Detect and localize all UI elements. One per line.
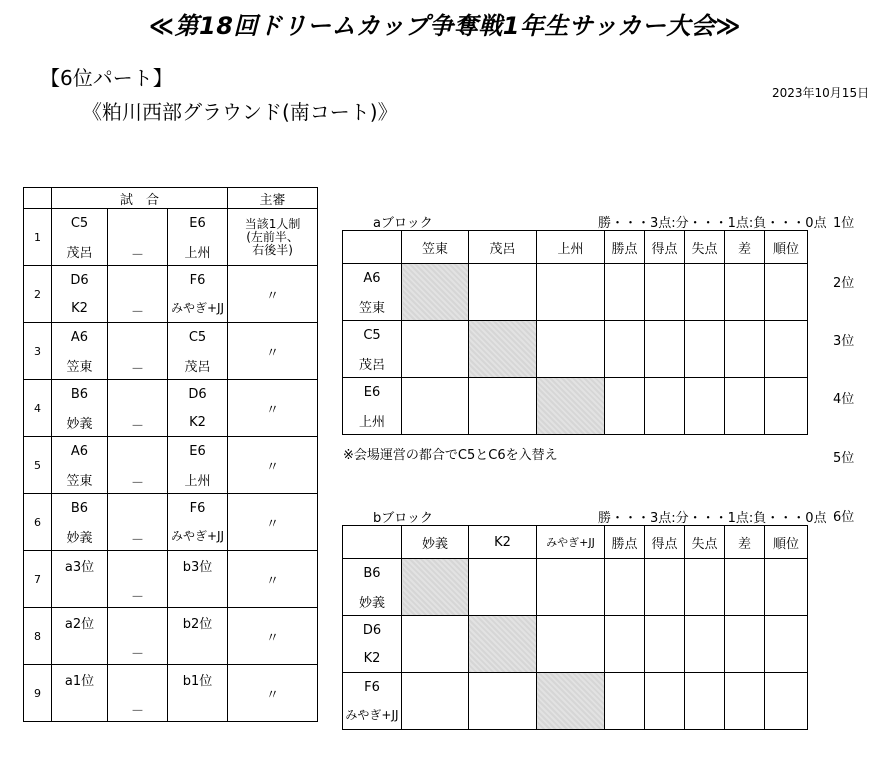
match-dash: － (108, 209, 168, 266)
block-a-points-rule: 勝・・・3点:分・・・1点:負・・・0点 (598, 216, 827, 231)
away-team-code: b1位 (168, 665, 228, 694)
result-cell (765, 321, 808, 378)
result-cell (725, 616, 765, 673)
home-team-code: a1位 (52, 665, 108, 694)
block-row-name: みやぎ+JJ (343, 701, 402, 730)
result-cell (645, 559, 685, 616)
block-b-label: bブロック (373, 511, 433, 526)
home-team-name (52, 636, 108, 665)
match-row (24, 266, 318, 295)
result-cell (469, 264, 537, 321)
block-col-stat: 差 (725, 231, 765, 264)
match-row (24, 209, 318, 238)
self-match-cell (537, 673, 605, 730)
result-cell (402, 378, 469, 435)
match-number: 4 (24, 380, 52, 437)
match-number: 6 (24, 494, 52, 551)
match-number: 7 (24, 551, 52, 608)
self-match-cell (469, 321, 537, 378)
result-cell (685, 616, 725, 673)
result-cell (537, 321, 605, 378)
rank-label: 5位 (833, 451, 855, 466)
block-col-team: 妙義 (402, 526, 469, 559)
block-col-stat: 差 (725, 526, 765, 559)
home-team-name: 妙義 (52, 522, 108, 551)
away-team-name: みやぎ+JJ (168, 522, 228, 551)
block-team-row (343, 616, 808, 645)
block-col-stat: 順位 (765, 526, 808, 559)
away-team-code: F6 (168, 266, 228, 295)
referee-cell: 〃 (228, 665, 318, 722)
result-cell (765, 378, 808, 435)
referee-note-line: 当該1人制 (244, 216, 301, 231)
block-team-row (343, 378, 808, 407)
away-team-name (168, 636, 228, 665)
block-col-stat: 失点 (685, 526, 725, 559)
part-heading: 【6位パート】 (40, 66, 173, 90)
block-col-stat: 得点 (645, 231, 685, 264)
away-team-code: E6 (168, 209, 228, 238)
block-row-code: A6 (343, 264, 402, 293)
referee-note-line: (左前半、 (246, 229, 299, 244)
venue-note: ※会場運営の都合でC5とC6を入替え (343, 448, 558, 463)
match-row (24, 380, 318, 409)
rank-label: 6位 (833, 510, 855, 525)
result-cell (469, 559, 537, 616)
away-team-name: みやぎ+JJ (168, 294, 228, 323)
match-row (24, 608, 318, 637)
result-cell (725, 559, 765, 616)
home-team-code: A6 (52, 323, 108, 352)
referee-cell: 〃 (228, 551, 318, 608)
schedule-header-row (24, 188, 318, 209)
home-team-name: 茂呂 (52, 237, 108, 266)
home-team-name: 妙義 (52, 408, 108, 437)
result-cell (605, 378, 645, 435)
block-col-team: 茂呂 (469, 231, 537, 264)
block-b-points-rule: 勝・・・3点:分・・・1点:負・・・0点 (598, 511, 827, 526)
block-row-name: 上州 (343, 406, 402, 435)
match-dash: － (108, 608, 168, 665)
result-cell (685, 264, 725, 321)
block-team-row (343, 673, 808, 702)
block-col-team: K2 (469, 526, 537, 559)
result-cell (685, 378, 725, 435)
block-corner (343, 526, 402, 559)
match-dash: － (108, 323, 168, 380)
rank-label: 1位 (833, 216, 855, 231)
result-cell (645, 378, 685, 435)
match-dash: － (108, 665, 168, 722)
result-cell (765, 673, 808, 730)
result-cell (685, 321, 725, 378)
match-row (24, 494, 318, 523)
block-a-table (342, 230, 808, 435)
block-row-name: 妙義 (343, 587, 402, 616)
referee-cell (228, 209, 318, 266)
result-cell (765, 559, 808, 616)
referee-cell: 〃 (228, 380, 318, 437)
block-col-team: 上州 (537, 231, 605, 264)
match-number: 9 (24, 665, 52, 722)
result-cell (605, 616, 645, 673)
referee-cell: 〃 (228, 437, 318, 494)
result-cell (537, 264, 605, 321)
referee-cell: 〃 (228, 323, 318, 380)
block-row-code: F6 (343, 673, 402, 702)
block-col-stat: 失点 (685, 231, 725, 264)
away-team-code: F6 (168, 494, 228, 523)
header-referee: 主審 (228, 188, 318, 209)
result-cell (725, 378, 765, 435)
block-col-stat: 勝点 (605, 231, 645, 264)
match-number: 8 (24, 608, 52, 665)
match-number: 1 (24, 209, 52, 266)
result-cell (685, 673, 725, 730)
home-team-name: K2 (52, 294, 108, 323)
self-match-cell (402, 264, 469, 321)
block-col-stat: 順位 (765, 231, 808, 264)
result-cell (645, 264, 685, 321)
away-team-code: D6 (168, 380, 228, 409)
home-team-code: D6 (52, 266, 108, 295)
block-header-row (343, 231, 808, 264)
away-team-code: b3位 (168, 551, 228, 580)
result-cell (685, 559, 725, 616)
home-team-name (52, 579, 108, 608)
result-cell (469, 378, 537, 435)
block-b-table (342, 525, 808, 730)
home-team-name (52, 693, 108, 722)
result-cell (765, 264, 808, 321)
block-row-name: K2 (343, 644, 402, 673)
away-team-code: E6 (168, 437, 228, 466)
match-dash: － (108, 551, 168, 608)
home-team-code: A6 (52, 437, 108, 466)
result-cell (469, 673, 537, 730)
away-team-name: K2 (168, 408, 228, 437)
block-row-code: C5 (343, 321, 402, 350)
result-cell (605, 321, 645, 378)
result-cell (402, 616, 469, 673)
block-col-stat: 勝点 (605, 526, 645, 559)
match-number: 3 (24, 323, 52, 380)
block-col-team: みやぎ+JJ (537, 526, 605, 559)
match-number: 2 (24, 266, 52, 323)
result-cell (537, 559, 605, 616)
result-cell (645, 616, 685, 673)
result-cell (402, 673, 469, 730)
match-row (24, 437, 318, 466)
referee-note-line: 右後半) (252, 242, 293, 257)
result-cell (645, 673, 685, 730)
block-row-code: E6 (343, 378, 402, 407)
referee-cell: 〃 (228, 494, 318, 551)
result-cell (725, 264, 765, 321)
home-team-code: B6 (52, 494, 108, 523)
away-team-name (168, 579, 228, 608)
match-row (24, 665, 318, 694)
page-title: ≪第18回ドリームカップ争奪戦1年生サッカー大会≫ (148, 12, 742, 40)
home-team-name: 笠東 (52, 351, 108, 380)
result-cell (765, 616, 808, 673)
block-team-row (343, 264, 808, 293)
result-cell (605, 559, 645, 616)
match-row (24, 323, 318, 352)
rank-label: 4位 (833, 392, 855, 407)
result-cell (725, 673, 765, 730)
block-team-row (343, 321, 808, 350)
block-row-name: 笠東 (343, 292, 402, 321)
home-team-code: C5 (52, 209, 108, 238)
block-corner (343, 231, 402, 264)
venue-heading: 《粕川西部グラウンド(南コート)》 (82, 100, 398, 124)
home-team-code: B6 (52, 380, 108, 409)
match-dash: － (108, 437, 168, 494)
match-row (24, 551, 318, 580)
match-number: 5 (24, 437, 52, 494)
home-team-code: a2位 (52, 608, 108, 637)
away-team-name: 茂呂 (168, 351, 228, 380)
block-col-stat: 得点 (645, 526, 685, 559)
result-cell (537, 616, 605, 673)
block-row-name: 茂呂 (343, 349, 402, 378)
away-team-name: 上州 (168, 237, 228, 266)
result-cell (402, 321, 469, 378)
self-match-cell (469, 616, 537, 673)
block-row-code: B6 (343, 559, 402, 588)
result-cell (725, 321, 765, 378)
self-match-cell (402, 559, 469, 616)
block-a-label: aブロック (373, 216, 433, 231)
match-schedule-table (23, 187, 318, 722)
referee-cell: 〃 (228, 608, 318, 665)
rank-label: 2位 (833, 276, 855, 291)
home-team-name: 笠東 (52, 465, 108, 494)
block-team-row (343, 559, 808, 588)
block-col-team: 笠東 (402, 231, 469, 264)
away-team-name (168, 693, 228, 722)
away-team-code: C5 (168, 323, 228, 352)
header-match: 試 合 (52, 188, 228, 209)
block-row-code: D6 (343, 616, 402, 645)
match-dash: － (108, 266, 168, 323)
rank-label: 3位 (833, 334, 855, 349)
match-dash: － (108, 380, 168, 437)
event-date: 2023年10月15日 (772, 86, 870, 100)
result-cell (605, 673, 645, 730)
referee-cell: 〃 (228, 266, 318, 323)
away-team-code: b2位 (168, 608, 228, 637)
home-team-code: a3位 (52, 551, 108, 580)
match-dash: － (108, 494, 168, 551)
result-cell (605, 264, 645, 321)
header-blank (24, 188, 52, 209)
result-cell (645, 321, 685, 378)
away-team-name: 上州 (168, 465, 228, 494)
block-header-row (343, 526, 808, 559)
self-match-cell (537, 378, 605, 435)
